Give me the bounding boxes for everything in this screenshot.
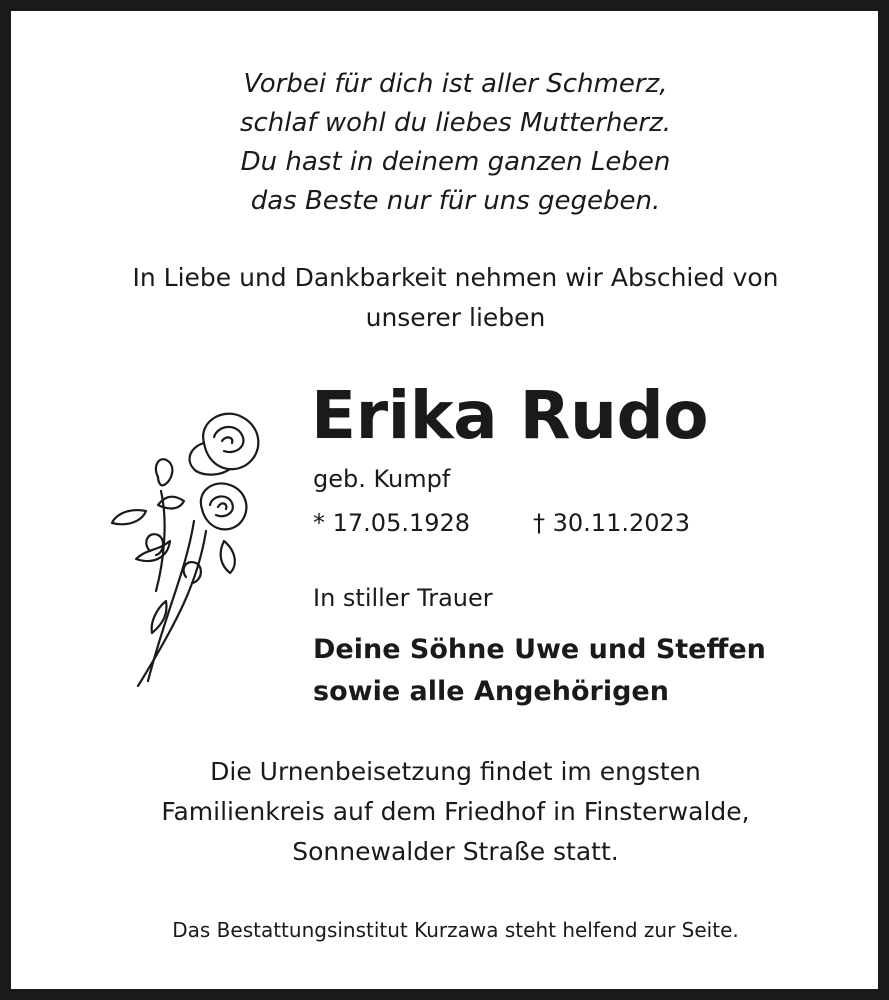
life-dates <box>313 505 733 541</box>
memorial-poem <box>22 65 889 221</box>
mourners-line: sowie alle Angehörigen <box>313 676 669 707</box>
funeral-home-note: Das Bestattungsinstitut Kurzawa steht helfend zur Seite. <box>172 918 739 942</box>
rose-icon <box>106 401 266 691</box>
intro-line: unserer lieben <box>365 303 546 332</box>
deceased-name: Erika Rudo <box>311 377 709 454</box>
mourning-phrase: In stiller Trauer <box>313 584 493 612</box>
poem-line: das Beste nur für uns gegeben. <box>250 186 661 216</box>
burial-line: Familienkreis auf dem Friedhof in Finsterwalde, <box>161 797 750 826</box>
death-date: † 30.11.2023 <box>533 509 691 537</box>
poem-line: Du hast in deinem ganzen Leben <box>240 147 671 177</box>
mourners-line: Deine Söhne Uwe und Steffen <box>313 634 766 665</box>
burial-line: Sonnewalder Straße statt. <box>292 837 619 866</box>
mourners <box>313 629 766 713</box>
burial-line: Die Urnenbeisetzung findet im engsten <box>210 757 701 786</box>
poem-line: schlaf wohl du liebes Mutterherz. <box>239 108 672 138</box>
intro-line: In Liebe und Dankbarkeit nehmen wir Abschied von <box>132 263 779 292</box>
poem-line: Vorbei für dich ist aller Schmerz, <box>243 69 668 99</box>
burial-info <box>22 752 889 872</box>
birth-date: * 17.05.1928 <box>313 509 471 537</box>
farewell-intro <box>22 258 889 338</box>
birth-name: geb. Kumpf <box>313 465 451 493</box>
